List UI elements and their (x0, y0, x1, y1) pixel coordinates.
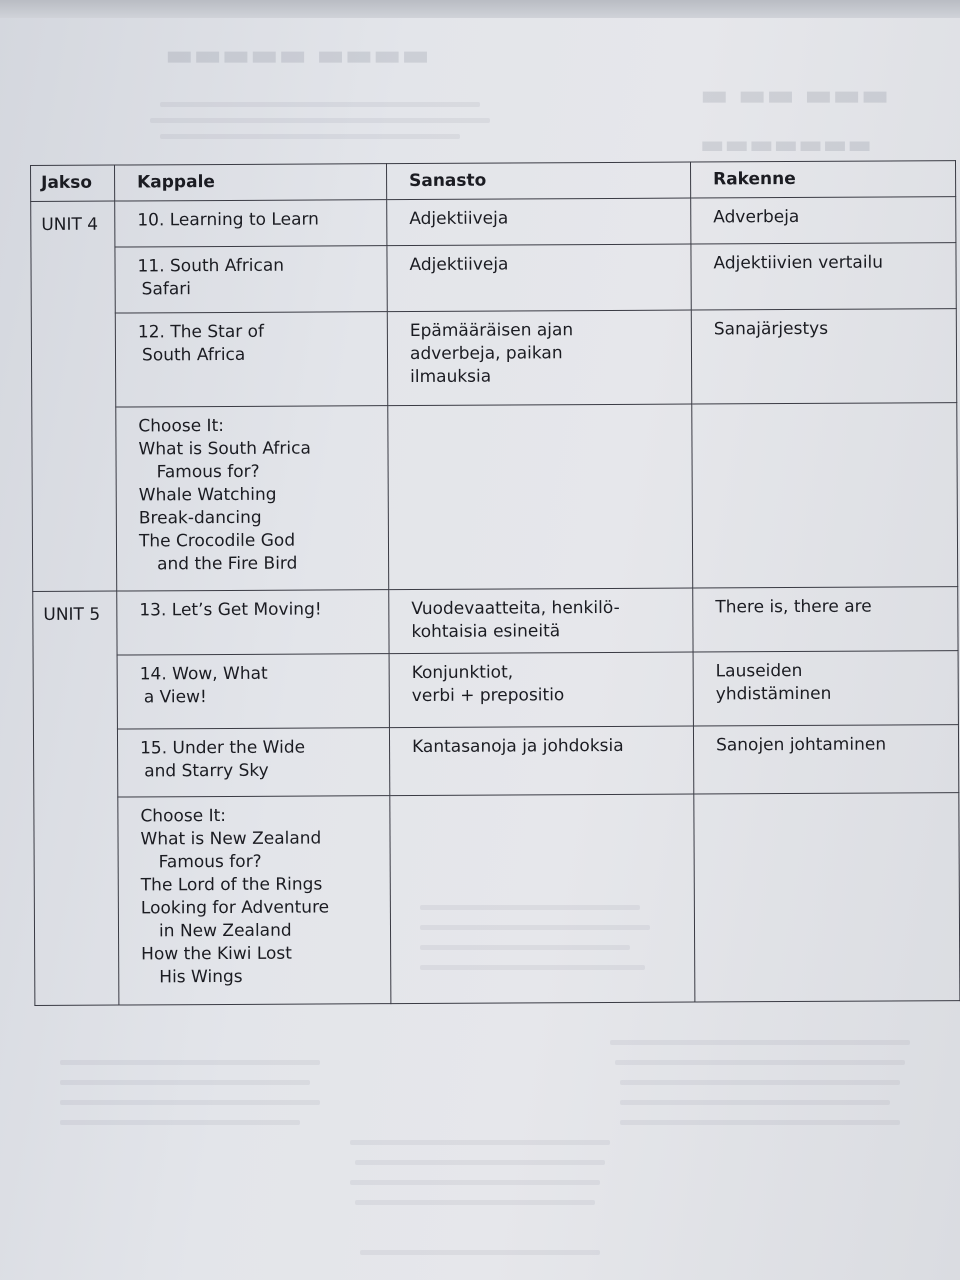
show-through-line (355, 1200, 595, 1205)
table-row (34, 793, 960, 1006)
sanasto-text: Kantasanoja ja johdoksia (412, 735, 624, 758)
rakenne-cell (691, 243, 956, 310)
kappale-text: 10. Learning to Learn (137, 209, 319, 231)
sanasto-text: Adjektiiveja (409, 208, 509, 230)
show-through-line (620, 1100, 890, 1105)
kappale-text: What is South Africa (138, 438, 311, 460)
sanasto-text: verbi + prepositio (411, 685, 565, 707)
table-row (32, 403, 958, 592)
column-header-rakenne: Rakenne (690, 161, 955, 198)
show-through-line (350, 1140, 610, 1145)
kappale-cell (117, 590, 389, 655)
show-through-subheading-right: ▬▬▬▬▬▬▬ (700, 130, 872, 160)
kappale-cell (117, 728, 389, 797)
show-through-heading-right: ▬▬▬ ▬▬ ▬ (700, 78, 890, 113)
show-through-line (355, 1160, 605, 1165)
rakenne-text: Lauseiden (715, 660, 803, 682)
rakenne-text: Sanojen johtaminen (715, 734, 887, 756)
show-through-line (360, 1250, 600, 1255)
column-header-jakso: Jakso (31, 165, 115, 201)
page-top-edge (0, 0, 960, 18)
kappale-cell (116, 406, 389, 591)
kappale-text: What is New Zealand (140, 828, 322, 850)
sanasto-cell (388, 404, 693, 590)
rakenne-text: Adverbeja (713, 206, 800, 228)
unit-label: UNIT 5 (33, 591, 119, 1005)
rakenne-cell (693, 587, 958, 652)
show-through-line (160, 134, 460, 139)
sanasto-cell (389, 726, 693, 796)
show-through-line (160, 102, 480, 107)
rakenne-cell (691, 309, 956, 404)
kappale-text: a View! (143, 687, 207, 708)
sanasto-text: kohtaisia esineitä (411, 621, 561, 643)
kappale-text: 12. The Star of (137, 321, 265, 343)
kappale-cell (115, 246, 387, 313)
table-row (33, 651, 958, 730)
sanasto-text: adverbeja, paikan (409, 343, 563, 365)
kappale-text: and Starry Sky (144, 760, 269, 782)
kappale-text: Choose It: (138, 415, 224, 437)
header-row (31, 161, 956, 202)
kappale-text: Looking for Adventure (140, 897, 330, 919)
sanasto-text: Vuodevaatteita, henkilö- (411, 597, 620, 620)
kappale-text: 11. South African (137, 255, 285, 277)
column-header-kappale: Kappale (115, 164, 387, 201)
kappale-text: 14. Wow, What (139, 663, 268, 685)
table-body (31, 197, 960, 1006)
show-through-line (60, 1080, 310, 1085)
sanasto-text: Epämääräisen ajan (409, 320, 574, 342)
table-row (33, 587, 958, 656)
kappale-text: Safari (141, 279, 192, 300)
show-through-line (150, 118, 490, 123)
column-header-sanasto: Sanasto (386, 162, 690, 200)
show-through-line (60, 1100, 320, 1105)
kappale-text: The Crocodile God (138, 530, 296, 552)
kappale-text: 15. Under the Wide (140, 737, 306, 759)
show-through-heading: ▬▬▬▬ ▬▬▬▬▬ (165, 38, 430, 73)
show-through-line (620, 1120, 900, 1125)
rakenne-cell (693, 725, 958, 794)
kappale-text: How the Kiwi Lost (141, 943, 292, 965)
table-row (31, 309, 956, 408)
sanasto-cell (389, 652, 693, 728)
table-row (33, 725, 958, 798)
kappale-text: The Lord of the Rings (140, 874, 323, 896)
sanasto-cell (390, 794, 695, 1004)
show-through-line (620, 1080, 900, 1085)
kappale-text: Famous for? (158, 851, 262, 873)
rakenne-text: There is, there are (715, 596, 872, 618)
unit-label: UNIT 4 (31, 201, 117, 591)
show-through-line (60, 1060, 320, 1065)
rakenne-cell (693, 651, 958, 726)
sanasto-cell (387, 198, 691, 246)
show-through-line (60, 1120, 300, 1125)
kappale-cell (117, 654, 389, 729)
rakenne-cell (691, 197, 956, 244)
sanasto-text: Konjunktiot, (411, 662, 514, 684)
kappale-text: and the Fire Bird (157, 553, 298, 575)
sanasto-text: ilmauksia (410, 366, 492, 388)
show-through-line (615, 1060, 905, 1065)
kappale-text: His Wings (159, 966, 243, 988)
show-through-line (610, 1040, 910, 1045)
rakenne-text: Adjektiivien vertailu (713, 252, 884, 274)
sanasto-text: Adjektiiveja (409, 254, 509, 276)
table-row (31, 197, 956, 248)
kappale-text: in New Zealand (158, 920, 292, 942)
kappale-cell (118, 796, 391, 1005)
kappale-text: South Africa (141, 344, 246, 366)
syllabus-table (30, 160, 960, 1006)
kappale-text: 13. Let’s Get Moving! (139, 599, 322, 621)
kappale-text: Famous for? (156, 461, 260, 483)
kappale-cell (115, 200, 387, 247)
kappale-text: Choose It: (140, 805, 227, 827)
rakenne-cell (694, 793, 960, 1002)
sanasto-cell (387, 244, 691, 312)
sanasto-cell (389, 588, 693, 654)
kappale-text: Break-dancing (138, 507, 262, 529)
rakenne-text: yhdistäminen (715, 683, 832, 705)
sanasto-cell (387, 310, 691, 406)
rakenne-cell (692, 403, 958, 588)
kappale-cell (115, 312, 387, 407)
rakenne-text: Sanajärjestys (713, 318, 829, 340)
kappale-text: Whale Watching (138, 484, 277, 506)
table-row (31, 243, 956, 314)
show-through-line (350, 1180, 600, 1185)
